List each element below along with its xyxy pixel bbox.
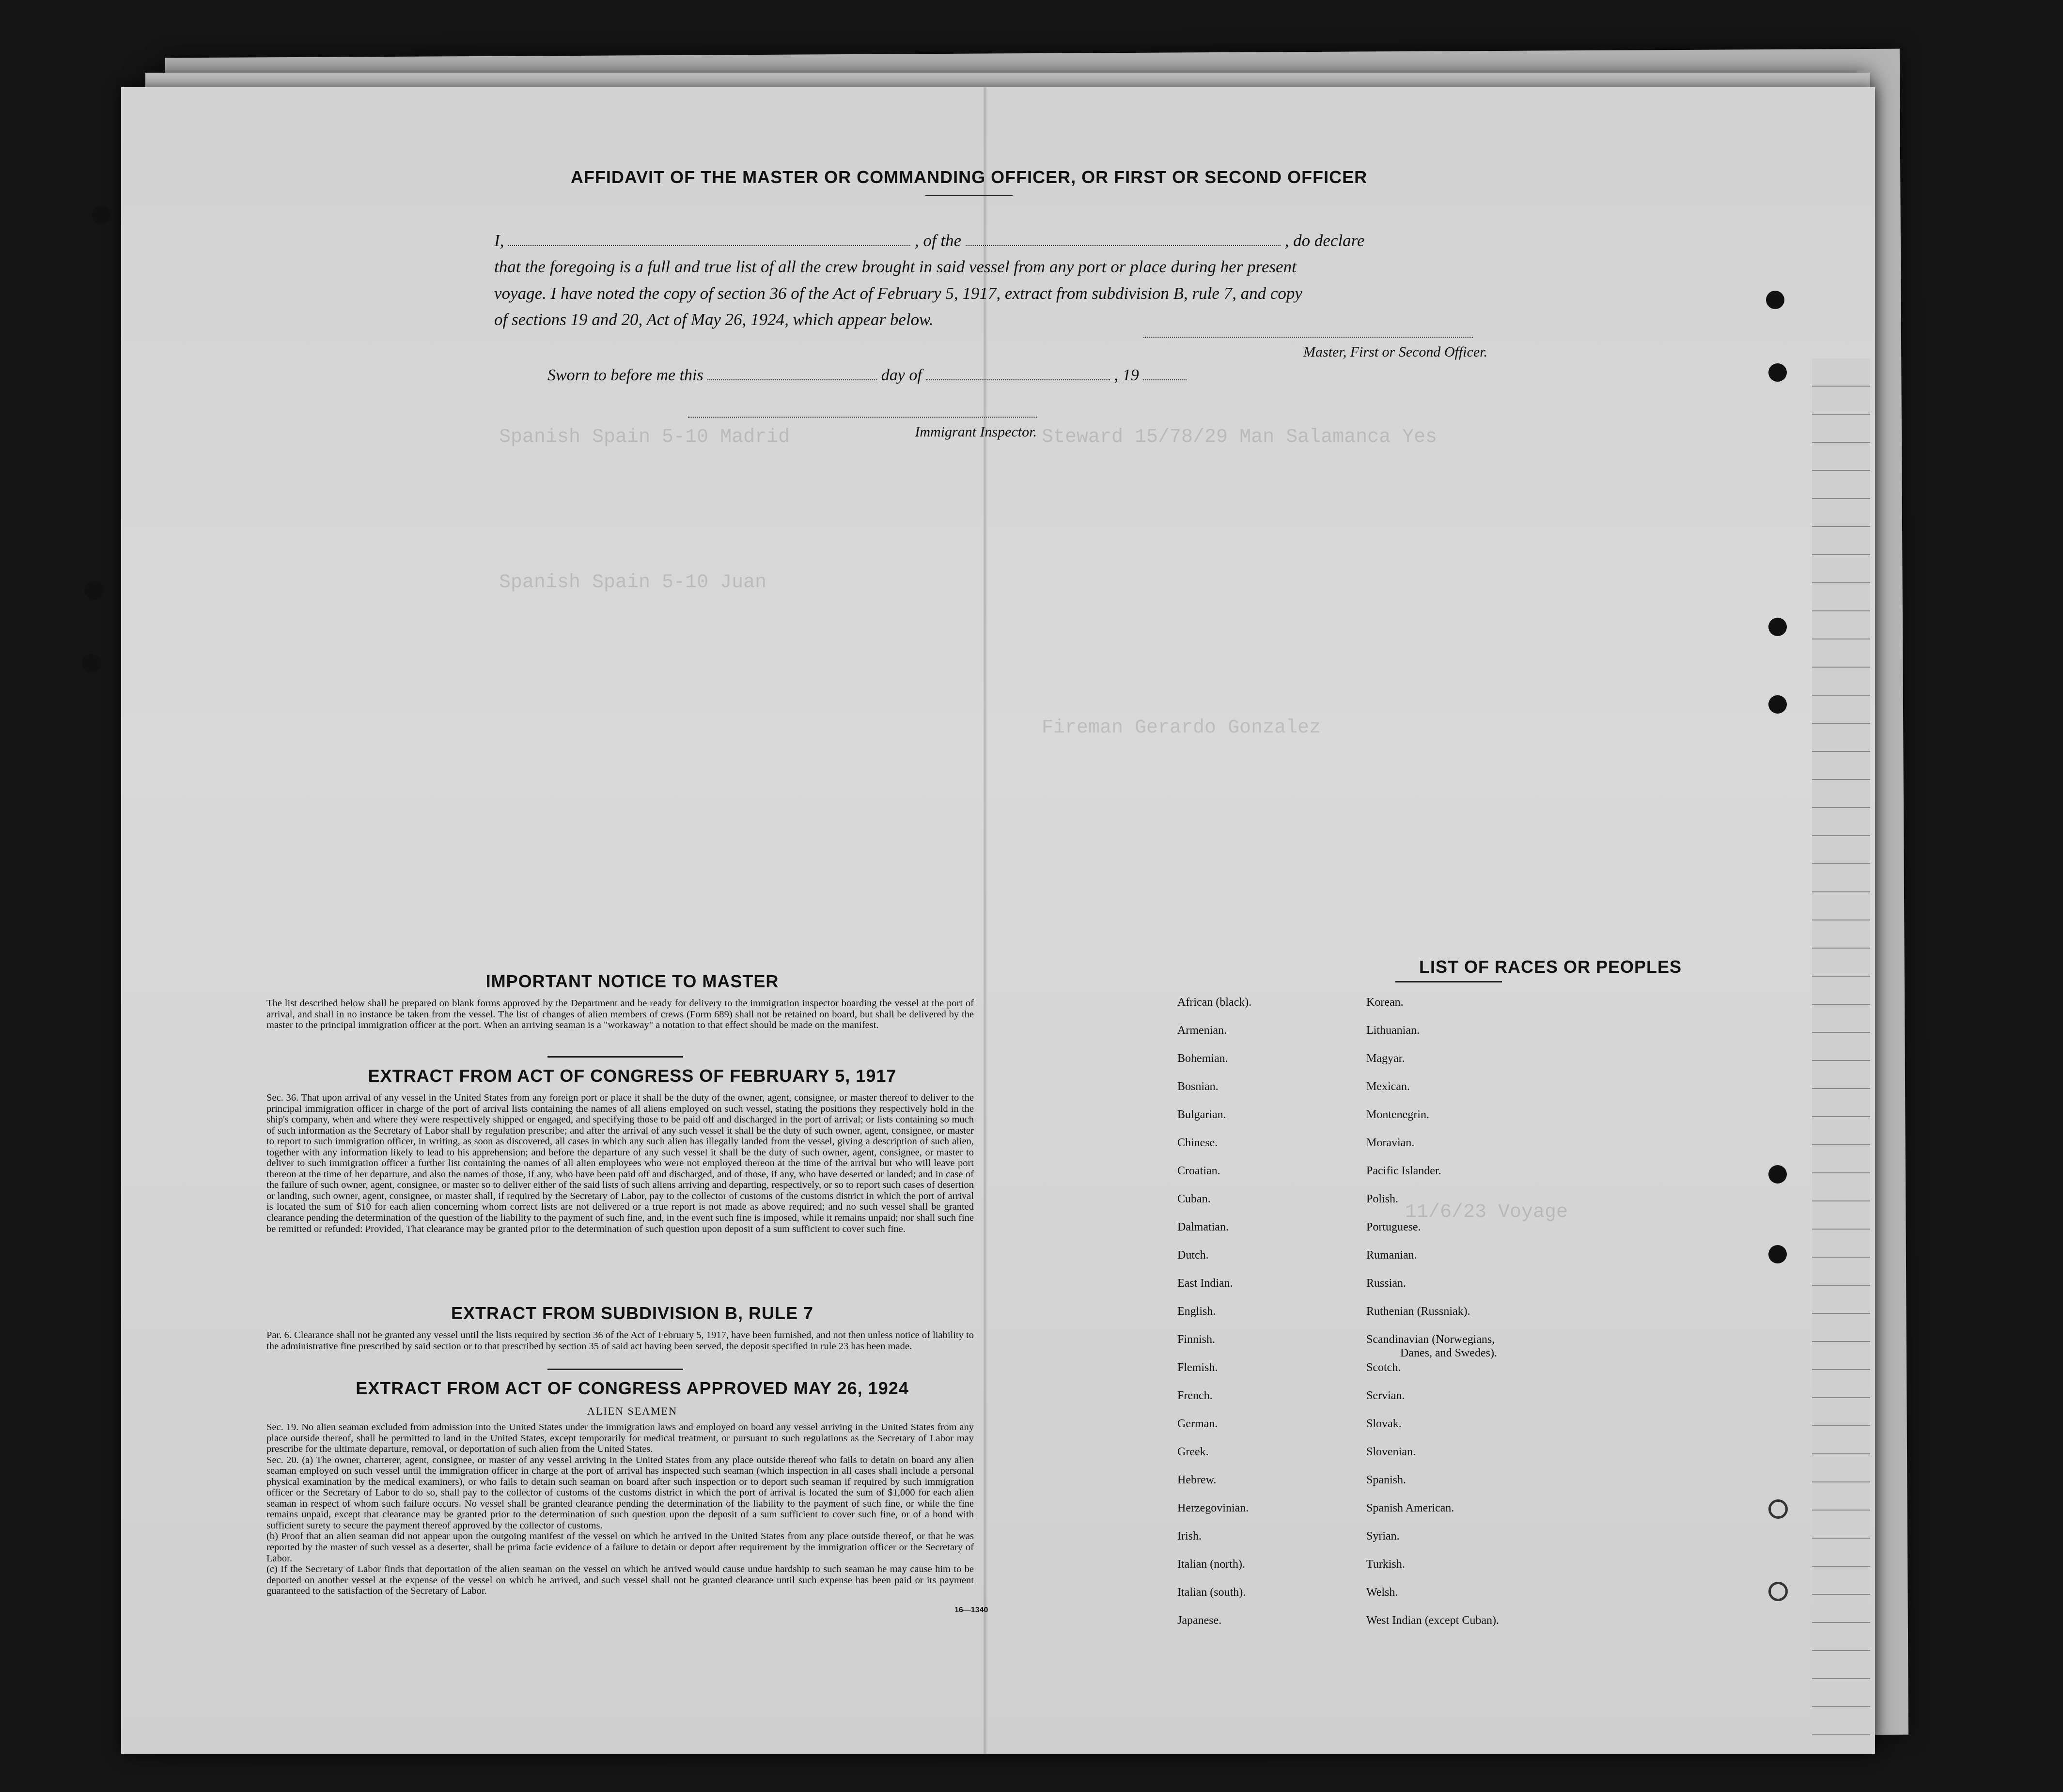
race-item: Armenian. [1177,1024,1227,1037]
race-item: East Indian. [1177,1277,1233,1290]
race-item: Korean. [1366,996,1404,1009]
sworn-text: Sworn to before me this [547,366,703,384]
race-item: Dutch. [1177,1249,1209,1262]
inspector-caption: Immigrant Inspector. [915,424,1037,440]
race-item: Italian (south). [1177,1586,1246,1599]
punch-hole [1768,1499,1788,1519]
race-item: Servian. [1366,1389,1405,1402]
race-item: Dalmatian. [1177,1221,1229,1233]
race-item: Hebrew. [1177,1474,1217,1486]
punch-hole [1768,1582,1788,1601]
punch-hole [1768,1245,1787,1263]
punch-hole [82,654,101,672]
race-item: African (black). [1177,996,1252,1009]
bleed-through-text: Spanish Spain 5-10 Madrid [499,426,790,448]
punch-hole [1766,291,1784,309]
race-item: Syrian. [1366,1530,1400,1543]
race-item: Mexican. [1366,1080,1410,1093]
punch-hole [1768,363,1787,382]
extract-1917-title: EXTRACT FROM ACT OF CONGRESS OF FEBRUARY 5, 1917 [368,1066,897,1086]
extract-rule7-title: EXTRACT FROM SUBDIVISION B, RULE 7 [451,1303,814,1323]
section-rule [1395,981,1502,982]
declaration-line: that the foregoing is a full and true list of all the crew brought in said vessel from any port or place during her present [494,257,1297,277]
race-item: Spanish American. [1366,1502,1454,1514]
race-item: Ruthenian (Russniak). [1366,1305,1470,1318]
race-item: Bosnian. [1177,1080,1219,1093]
bleed-through-text: Fireman Gerardo Gonzalez [1042,717,1321,739]
affidavit-declaration [494,228,1565,333]
race-item: Scandinavian (Norwegians, [1366,1333,1495,1346]
extract-1924-body [266,1422,974,1597]
race-item: West Indian (except Cuban). [1366,1614,1499,1627]
punch-hole [1768,1165,1787,1184]
race-item: Italian (north). [1177,1558,1245,1571]
race-item: Herzegovinian. [1177,1502,1249,1514]
notice-title: IMPORTANT NOTICE TO MASTER [485,971,779,991]
sworn-line [547,366,1371,385]
form-number: 16—1340 [954,1606,988,1614]
race-item: Russian. [1366,1277,1407,1290]
race-item: Spanish. [1366,1474,1407,1486]
declaration-line: of sections 19 and 20, Act of May 26, 1924, which appear below. [494,310,934,329]
race-item: Lithuanian. [1366,1024,1420,1037]
page-fold [984,87,986,1754]
section-19: Sec. 19. No alien seaman excluded from admission into the United States under the immigration laws and employed on board any vessel arriving in the United States from any place outside thereof, shall be permitted to land in the United States, except temporarily for medical treatment, or pursuant to such regulations as the Secretary of Labor may prescribe for the ultimate departure, removal, or deportation of such alien from the United States. [266,1422,974,1455]
punch-hole [1768,618,1787,636]
race-item: Scotch. [1366,1361,1401,1374]
race-item: Finnish. [1177,1333,1216,1346]
race-item: German. [1177,1418,1218,1430]
declaration-line: voyage. I have noted the copy of section 36 of the Act of February 5, 1917, extract from subdivision B, rule 7, and copy [494,283,1302,303]
sworn-text: , 19 [1114,366,1139,384]
race-item: Cuban. [1177,1193,1211,1205]
manifest-sheet [121,87,1875,1754]
race-item: Rumanian. [1366,1249,1417,1262]
race-item: Magyar. [1366,1052,1405,1065]
affidavit-title: AFFIDAVIT OF THE MASTER OR COMMANDING OFFICER, OR FIRST OR SECOND OFFICER [570,167,1368,187]
race-item: Bohemian. [1177,1052,1228,1065]
punch-hole [85,581,103,600]
declaration-text: I, [494,231,504,250]
signature-blank[interactable] [1143,337,1473,338]
sworn-month-blank[interactable] [926,366,1110,380]
extract-1924-title: EXTRACT FROM ACT OF CONGRESS APPROVED MAY 26, 1924 [356,1378,909,1398]
section-rule [547,1056,683,1058]
race-item: English. [1177,1305,1216,1318]
race-item: Montenegrin. [1366,1108,1429,1121]
declaration-text: , of the [914,231,962,250]
race-item-continued: Danes, and Swedes). [1400,1347,1497,1359]
race-item: Polish. [1366,1193,1399,1205]
race-item: Irish. [1177,1530,1202,1543]
race-item: Slovenian. [1366,1446,1416,1458]
signature-caption: Master, First or Second Officer. [1303,344,1487,360]
race-item: Moravian. [1366,1137,1415,1149]
declaration-text: , do declare [1284,231,1365,250]
race-item: Flemish. [1177,1361,1218,1374]
section-rule [547,1369,683,1370]
section-20c: (c) If the Secretary of Labor finds that deportation of the alien seaman on the vessel on which he arrived would cause undue hardship to such seaman he may cause him to be deported on another vessel at the expense of the vessel on which he arrived, and such vessel shall not be granted clearance until such expense has been paid or its payment guaranteed to the satisfaction of the Secretary of Labor. [266,1564,974,1597]
declaration-line [494,228,1565,254]
race-item: Chinese. [1177,1137,1218,1149]
inspector-signature-blank[interactable] [688,417,1037,418]
sworn-year-blank[interactable] [1143,366,1187,380]
sworn-day-blank[interactable] [707,366,877,380]
sworn-text: day of [881,366,922,384]
notice-body: The list described below shall be prepared on blank forms approved by the Department and be ready for delivery to the immigration inspector boarding the vessel at the port of arrival, and shall in no instance be taken from the vessel. The list of changes of alien members of crews (Form 689) shall not be retained on board, but shall be delivered by the master to the principal immigration officer at the port. When an arriving seaman is a "workaway" a notation to that effect should be made on the manifest. [266,998,974,1031]
race-item: French. [1177,1389,1213,1402]
vessel-blank[interactable] [966,232,1281,246]
punch-hole [1768,695,1787,714]
alien-seamen-heading: ALIEN SEAMEN [587,1405,677,1417]
bleed-through-text: 11/6/23 Voyage [1405,1201,1568,1223]
race-item: Croatian. [1177,1165,1220,1177]
races-title: LIST OF RACES OR PEOPLES [1419,957,1682,977]
name-blank[interactable] [508,232,910,246]
section-20b: (b) Proof that an alien seaman did not appear upon the outgoing manifest of the vessel on which he arrived in the United States from any place outside thereof, or that he was reported by the master of such vessel as a deserter, shall be prima facie evidence of a failure to detain or deport after requirement by the immigration officer or the Secretary of Labor. [266,1531,974,1564]
race-item: Greek. [1177,1446,1209,1458]
section-20a: Sec. 20. (a) The owner, charterer, agent, consignee, or master of any vessel arriving in the United States from any place outside thereof who fails to detain on board any alien seaman employed on such vessel until the immigration officer in charge at the port of arrival has inspected such seaman (which inspection in all cases shall include a personal physical examination by the medical examiners), or who fails to detain such seaman on board after such inspection or to deport such seaman if required by such immigration officer or the Secretary of Labor to do so, shall pay to the collector of customs of the customs district in which the port of arrival is located the sum of $1,000 for each alien seaman in respect of whom such failure occurs. No vessel shall be granted clearance pending the determination of the liability to the payment of such fine, or while the fine remains unpaid, except that clearance may be granted prior to the determination of such question upon the deposit of a sum sufficient to cover such fine, or of a bond with sufficient surety to secure the payment thereof approved by the collector of customs. [266,1454,974,1531]
race-item: Slovak. [1366,1418,1402,1430]
extract-rule7-body: Par. 6. Clearance shall not be granted any vessel until the lists required by section 36 of the Act of February 5, 1917, have been furnished, and not then unless notice of liability to the administrative fine prescribed by said section or to that prescribed by section 35 of said act having been served, the deposit specified in rule 23 has been made. [266,1330,974,1352]
punch-hole [92,206,110,224]
race-item: Welsh. [1366,1586,1398,1599]
ruled-margin [1812,358,1870,1754]
title-rule [925,195,1013,196]
race-item: Bulgarian. [1177,1108,1226,1121]
race-item: Turkish. [1366,1558,1405,1571]
race-item: Japanese. [1177,1614,1222,1627]
extract-1917-body: Sec. 36. That upon arrival of any vessel in the United States from any foreign port or place it shall be the duty of the owner, agent, consignee, or master thereof to deliver to the principal immigration officer in charge of the port of arrival lists containing the names of all aliens employed on such vessel, stating the positions they respectively hold in the ship's company, when and where they were respectively shipped or engaged, and specifying those to be paid off and discharged in the port of arrival; or lists containing so much of such information as the Secretary of Labor shall by regulation prescribe; and after the arrival of any such vessel it shall be the duty of such owner, agent, consignee, or master to report to such immigration officer, in writing, as soon as discovered, all cases in which any such alien has illegally landed from the vessel, giving a description of such alien, together with any information likely to lead to his apprehension; and before the departure of any such vessel it shall be the duty of such owner, agent, consignee, or master to deliver to such immigration officer a further list containing the names of all alien employees who were not employed thereon at the time of the arrival but who will leave port thereon at the time of her departure, and also the names of those, if any, who have been paid off and discharged, and of those, if any, who have deserted or landed; and in case of the failure of such owner, agent, consignee, or master so to deliver either of the said lists of such aliens arriving and departing, respectively, or so to report such cases of desertion or landing, such owner, agent, consignee, or master shall, if required by the Secretary of Labor, pay to the collector of customs of the customs district in which the port of arrival is located the sum of $10 for each alien concerning whom correct lists are not delivered or a true report is not made as above required; and no such vessel shall be granted clearance pending the determination of the question of the liability to the payment of such fine, and, in the event such fine is imposed, while it remains unpaid; nor shall such fine be remitted or refunded: Provided, That clearance may be granted prior to the determination of such question upon deposit of a sum sufficient to cover such fine. [266,1092,974,1234]
race-item: Portuguese. [1366,1221,1421,1233]
race-item: Pacific Islander. [1366,1165,1441,1177]
bleed-through-text: Steward 15/78/29 Man Salamanca Yes [1042,426,1438,448]
bleed-through-text: Spanish Spain 5-10 Juan [499,572,767,593]
